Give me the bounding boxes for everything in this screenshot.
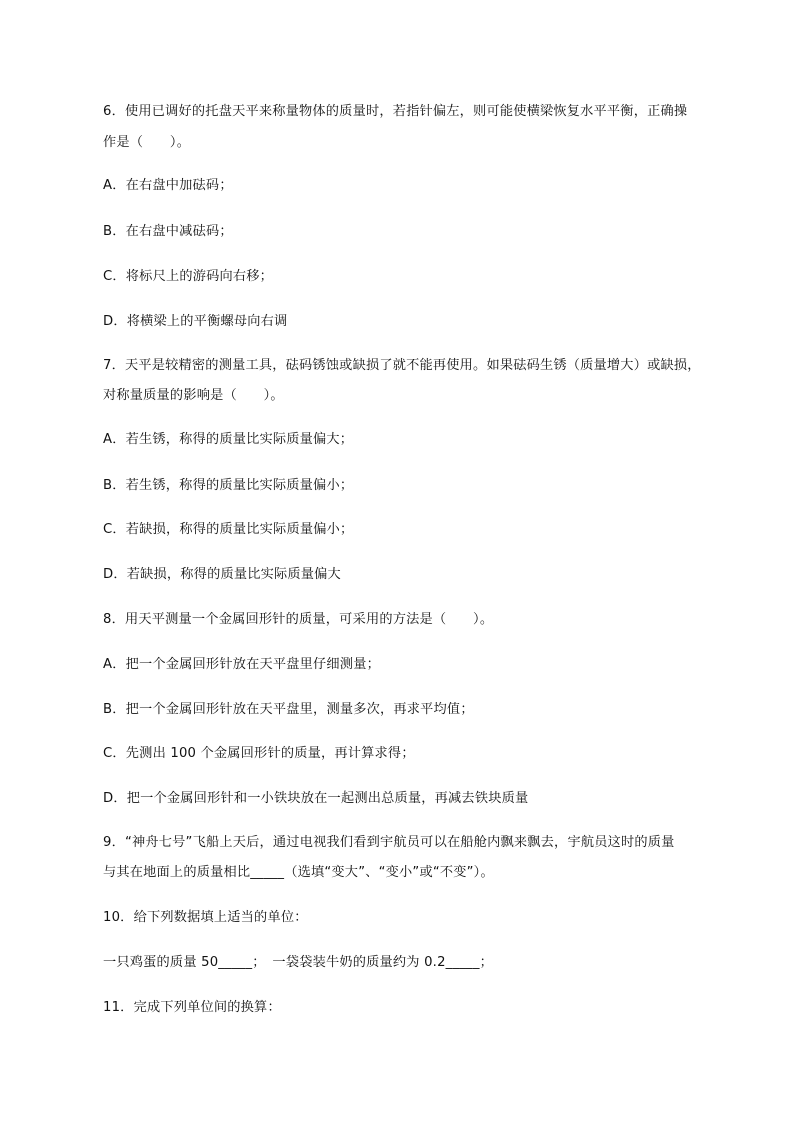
question-6-option-b: B．在右盘中减砝码；: [103, 224, 233, 239]
question-8-option-d: D．把一个金属回形针和一小铁块放在一起测出总质量，再减去铁块质量: [103, 791, 529, 806]
question-7-option-d: D．若缺损，称得的质量比实际质量偏大: [103, 567, 341, 582]
question-7-option-a: A．若生锈，称得的质量比实际质量偏大；: [103, 432, 354, 447]
question-6-option-d: D．将横梁上的平衡螺母向右调: [103, 314, 288, 329]
question-10-blanks: 一只鸡蛋的质量 50_____； 一袋袋装牛奶的质量约为 0.2_____；: [103, 955, 494, 970]
question-8-option-c: C．先测出 100 个金属回形针的质量，再计算求得；: [103, 746, 415, 761]
question-8-stem: 8．用天平测量一个金属回形针的质量，可采用的方法是（ ）。: [103, 612, 494, 627]
question-7-option-b: B．若生锈，称得的质量比实际质量偏小；: [103, 478, 354, 493]
question-9-stem-line-1: 9．“神舟七号”飞船上天后，通过电视我们看到宇航员可以在船舱内飘来飘去，宇航员这时的质量: [103, 835, 675, 850]
question-8-option-a: A．把一个金属回形针放在天平盘里仔细测量；: [103, 657, 380, 672]
question-10-stem: 10．给下列数据填上适当的单位：: [103, 910, 308, 925]
question-7-stem-line-1: 7．天平是较精密的测量工具，砝码锈蚀或缺损了就不能再使用。如果砝码生锈（质量增大）或缺损，: [103, 358, 701, 373]
question-6-stem-line-2: 作是（ ）。: [103, 135, 191, 150]
question-6-option-c: C．将标尺上的游码向右移；: [103, 269, 274, 284]
question-8-option-b: B．把一个金属回形针放在天平盘里，测量多次，再求平均值；: [103, 702, 474, 717]
question-11-stem: 11．完成下列单位间的换算：: [103, 1000, 281, 1015]
question-7-option-c: C．若缺损，称得的质量比实际质量偏小；: [103, 522, 354, 537]
question-9-stem-line-2: 与其在地面上的质量相比_____（选填“变大”、“变小”或“不变”）。: [103, 865, 494, 880]
question-6-stem-line-1: 6．使用已调好的托盘天平来称量物体的质量时，若指针偏左，则可能使横梁恢复水平平衡，正确操: [103, 104, 688, 119]
question-7-stem-line-2: 对称量质量的影响是（ ）。: [103, 388, 284, 403]
question-6-option-a: A．在右盘中加砝码；: [103, 178, 233, 193]
